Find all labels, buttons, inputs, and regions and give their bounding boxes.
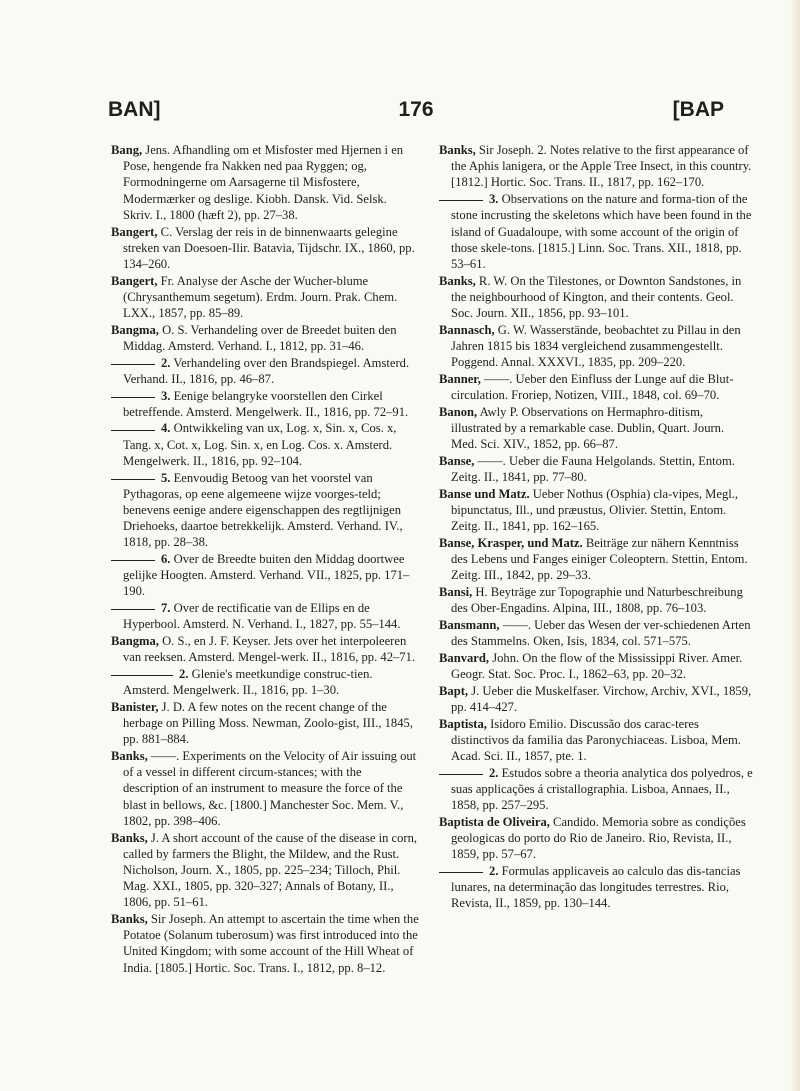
entry: Bangma, O. S. Verhandeling over de Breedet buiten den Middag. Amsterd. Verhand. I., 1812, pp. 31–46. bbox=[111, 322, 397, 353]
entry: Banvard, John. On the flow of the Mississippi River. Amer. Geogr. Stat. Soc. Proc. I., 1862–63, pp. 20–32. bbox=[439, 650, 743, 681]
entry: Bansi, H. Beyträge zur Topographie und Naturbeschreibung des Ober-Engadins. Alpina, III., 1808, pp. 76–103. bbox=[439, 584, 743, 616]
entry-continuation: 3. Observations on the nature and forma-tion of the stone incrusting the skeletons which have been found in the island of Guadaloupe, with some account of the origin of those skele-tons. [1815.] Linn. Soc. Trans. XII., 1818, pp. 53–61. bbox=[439, 191, 753, 272]
right-column bbox=[439, 142, 753, 912]
entry-continuation: 6. Over de Breedte buiten den Middag doortwee gelijke Hoogten. Amsterd. Verhand. VII., 1825, pp. 171–190. bbox=[111, 551, 419, 600]
entry-continuation: 2. Formulas applicaveis ao calculo das dis-tancias lunares, na determinação das longitudes terrestres. Rio, Revista, II., 1859, pp. 130–144. bbox=[439, 863, 753, 912]
entry: Banse, Krasper, und Matz. Beiträge zur nähern Kenntniss des Lebens und Fanges einiger Coleoptern. Stettin, Entom. Zeitg. III., 1842, pp. 29–33. bbox=[439, 535, 748, 583]
entry: Baptista de Oliveira, Candido. Memoria sobre as condições geologicas do porto do Rio de Janeiro. Rio, Revista, II., 1859, pp. 57–67. bbox=[439, 814, 746, 862]
page-number: 176 bbox=[398, 98, 434, 121]
entry: Bang, Jens. Afhandling om et Misfoster med Hjernen i en Pose, hengende fra Nakken ned paa Ryggen; og, Formodningerne om Aarsagerne til Misfostere, Modermærker og deslige. Kiobh. Dansk. Vid. Selsk. Skriv. I., 1800 (hæft 2), pp. 27–38. bbox=[111, 143, 404, 222]
entry-continuation: 7. Over de rectificatie van de Ellips en de Hyperbool. Amsterd. N. Verhand. I., 1827, pp. 55–144. bbox=[111, 600, 419, 632]
entry-continuation: 2. Estudos sobre a theoria analytica dos polyedros, e suas applicações á cristallographia. Lisboa, Annaes, II., 1858, pp. 257–295. bbox=[439, 765, 753, 814]
entry: Bangert, Fr. Analyse der Asche der Wucher-blume (Chrysanthemum segetum). Erdm. Journ. Prak. Chem. LXX., 1857, pp. 85–89. bbox=[111, 273, 398, 321]
entry: Banse, ——. Ueber die Fauna Helgolands. Stettin, Entom. Zeitg. II., 1841, pp. 77–80. bbox=[439, 453, 735, 485]
entry: Banner, ——. Ueber den Einfluss der Lunge auf die Blut-circulation. Froriep, Notizen, VIII., 1848, col. 69–70. bbox=[439, 371, 734, 403]
entry: Bangert, C. Verslag der reis in de binnenwaarts gelegine streken van Doesoen-Ilir. Batavia, Tijdschr. IX., 1860, pp. 134–260. bbox=[111, 224, 415, 271]
entry: Banks, Sir Joseph. 2. Notes relative to the first appearance of the Aphis lanigera, or the Apple Tree Insect, in this country. [1812.] Hortic. Soc. Trans. II., 1817, pp. 162–170. bbox=[439, 143, 752, 190]
entry: Banks, R. W. On the Tilestones, or Downton Sandstones, in the neighbourhood of Kington, and their contents. Geol. Soc. Journ. XII., 1856, pp. 93–101. bbox=[439, 273, 742, 321]
entry: Banon, Awly P. Observations on Hermaphro-ditism, illustrated by a remarkable case. Dublin, Quart. Journ. Med. Sci. XIV., 1852, pp. 66–87. bbox=[439, 404, 725, 452]
entry: Banks, J. A short account of the cause of the disease in corn, called by farmers the Blight, the Mildew, and the Rust. Nicholson, Journ. X., 1805, pp. 225–234; Tilloch, Phil. Mag. XXI., 1805, pp. 320–327; Annals of Botany, II., 1806, pp. 51–61. bbox=[111, 830, 418, 910]
entry-continuation: 2. Glenie's meetkundige construc-tien. Amsterd. Mengelwerk. II., 1816, pp. 1–30. bbox=[111, 666, 419, 698]
entry: Banks, ——. Experiments on the Velocity of Air issuing out of a vessel in different circum-stances; with the description of an instrument to measure the force of the blast in bellows, &c. [1800.] Manchester Soc. Mem. V., 1802, pp. 398–406. bbox=[111, 749, 417, 828]
header-right-range: [BAP bbox=[672, 98, 724, 121]
page-header bbox=[108, 98, 724, 128]
entry: Bapt, J. Ueber die Muskelfaser. Virchow, Archiv, XVI., 1859, pp. 414–427. bbox=[439, 683, 752, 714]
header-left-range: BAN] bbox=[108, 98, 161, 121]
entry: Bannasch, G. W. Wasserstände, beobachtet zu Pillau in den Jahren 1815 bis 1834 vergleichend zusammengestellt. Poggend. Annal. XXXVI., 1835, pp. 209–220. bbox=[439, 322, 741, 370]
entry: Bangma, O. S., en J. F. Keyser. Jets over het interpoleeren van reeksen. Amsterd. Mengel-werk. II., 1816, pp. 42–71. bbox=[111, 634, 416, 665]
entry: Banse und Matz. Ueber Nothus (Osphia) cla-vipes, Megl., bipunctatus, Ill., und præustus, Olivier. Stettin, Entom. Zeitg. II., 1841, pp. 162–165. bbox=[439, 486, 739, 534]
page-edge-shadow bbox=[790, 0, 800, 1091]
entry-continuation: 2. Verhandeling over den Brandspiegel. Amsterd. Verhand. II., 1816, pp. 46–87. bbox=[111, 355, 419, 387]
entry: Baptista, Isidoro Emilio. Discussão dos carac-teres distinctivos da familia das Paronychiaceas. Lisboa, Mem. Acad. Sci. II., 1857, pte. 1. bbox=[439, 716, 741, 764]
left-column bbox=[111, 142, 419, 976]
entry: Banister, J. D. A few notes on the recent change of the herbage on Pilling Moss. Newman, Zoolo-gist, III., 1845, pp. 881–884. bbox=[111, 699, 413, 747]
entry: Bansmann, ——. Ueber das Wesen der ver-schiedenen Arten des Stammelns. Oken, Isis, 1834, col. 571–575. bbox=[439, 617, 751, 649]
entry: Banks, Sir Joseph. An attempt to ascertain the time when the Potatoe (Solanum tuberosum) was first introduced into the United Kingdom; with some account of the Hill Wheat of India. [1805.] Hortic. Soc. Trans. I., 1812, pp. 8–12. bbox=[111, 912, 419, 975]
entry-continuation: 4. Ontwikkeling van ux, Log. x, Sin. x, Cos. x, Tang. x, Cot. x, Log. Sin. x, en Log. Cos. x. Amsterd. Mengelwerk. II., 1816, pp. 92–104. bbox=[111, 420, 419, 469]
entry-continuation: 5. Eenvoudig Betoog van het voorstel van Pythagoras, op eene algemeene wijze voorges-teld; benevens eenige andere eigenschappen des regtlijnigen Driehoeks, daartoe betrekkelijk. Amsterd. Verhand. IV., 1818, pp. 28–38. bbox=[111, 470, 419, 551]
entry-continuation: 3. Eenige belangryke voorstellen den Cirkel betreffende. Amsterd. Mengelwerk. II., 1816, pp. 72–91. bbox=[111, 388, 419, 420]
